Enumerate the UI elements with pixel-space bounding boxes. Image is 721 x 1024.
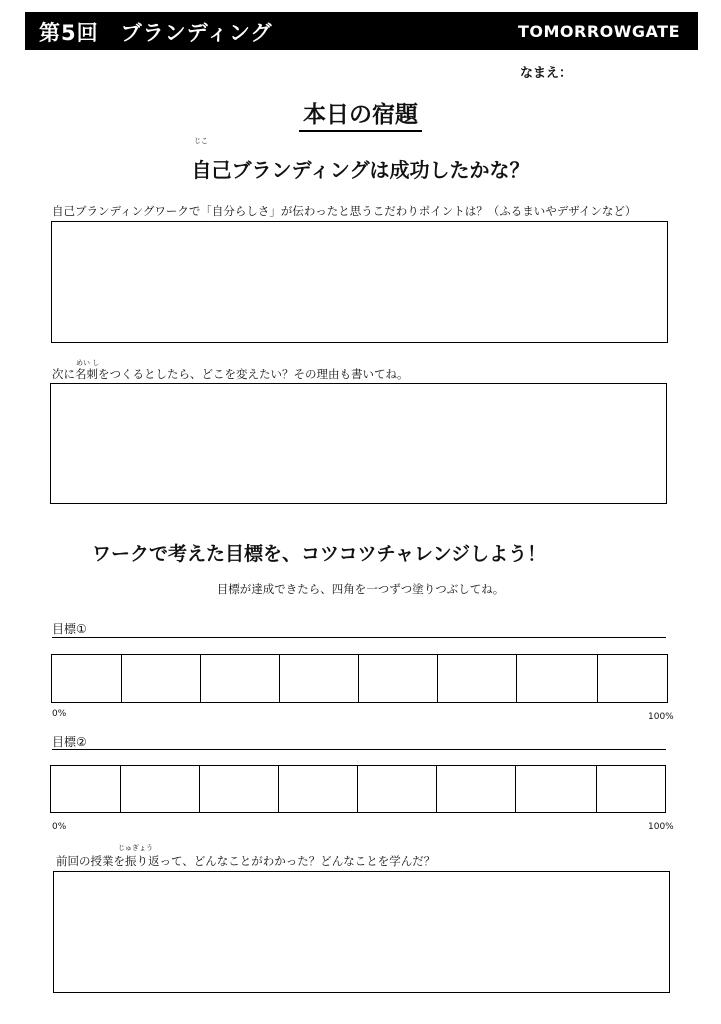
question3-text: 前回の授業を振り返って、どんなことがわかった？どんなことを学んだ？ (56, 854, 436, 868)
goal2-cell[interactable] (51, 766, 121, 812)
goal2-cell[interactable] (597, 766, 665, 812)
question1-text: 自己ブランディングワークで「自分らしさ」が伝わったと思うこだわりポイントは？（ふるまいやデザインなど） (52, 204, 637, 218)
goal2-cell[interactable] (516, 766, 597, 812)
goal1-cell[interactable] (598, 655, 667, 702)
goal1-progress-grid (51, 654, 668, 703)
homework-title-text: 本日の宿題 (299, 102, 422, 132)
main-question-title: 自己ブランディングは成功したかな？ (191, 158, 530, 182)
goal2-cell[interactable] (200, 766, 279, 812)
lesson-title: 第5回 ブランディング (39, 21, 273, 45)
goal2-progress-grid (50, 765, 666, 813)
goal1-cell[interactable] (122, 655, 201, 702)
main-question-ruby: じこ (194, 137, 208, 145)
goal2-end-label: 100% (648, 822, 674, 832)
goal2-cell[interactable] (279, 766, 358, 812)
answer-box-1[interactable] (51, 221, 668, 343)
answer-box-2[interactable] (50, 383, 667, 504)
goal1-label: 目標① (52, 622, 87, 636)
question2-ruby: めい し (76, 359, 100, 367)
goal1-cell[interactable] (517, 655, 598, 702)
goal1-start-label: 0% (52, 709, 67, 719)
goal1-underline (52, 637, 666, 638)
homework-title (0, 96, 721, 129)
goal2-cell[interactable] (437, 766, 516, 812)
goal1-cell[interactable] (438, 655, 517, 702)
goal1-end-label: 100% (648, 712, 674, 722)
header-bar (25, 12, 698, 50)
answer-box-3[interactable] (53, 871, 670, 993)
goal1-cell[interactable] (359, 655, 438, 702)
goal1-cell[interactable] (280, 655, 359, 702)
goal2-start-label: 0% (52, 822, 67, 832)
brand-name: TOMORROWGATE (517, 22, 680, 41)
goal2-label: 目標② (52, 735, 87, 749)
question3-ruby: じゅぎょう (118, 844, 153, 852)
goal2-cell[interactable] (121, 766, 200, 812)
challenge-subtitle: 目標が達成できたら、四角を一つずつ塗りつぶしてね。 (216, 582, 505, 596)
question2-text: 次に名刺をつくるとしたら、どこを変えたい？その理由も書いてね。 (52, 367, 409, 381)
goal2-underline (52, 749, 666, 750)
challenge-title: ワークで考えた目標を、コツコツチャレンジしよう！ (92, 543, 547, 565)
goal1-cell[interactable] (52, 655, 122, 702)
goal2-cell[interactable] (358, 766, 437, 812)
name-label: なまえ： (520, 66, 573, 81)
goal1-cell[interactable] (201, 655, 280, 702)
